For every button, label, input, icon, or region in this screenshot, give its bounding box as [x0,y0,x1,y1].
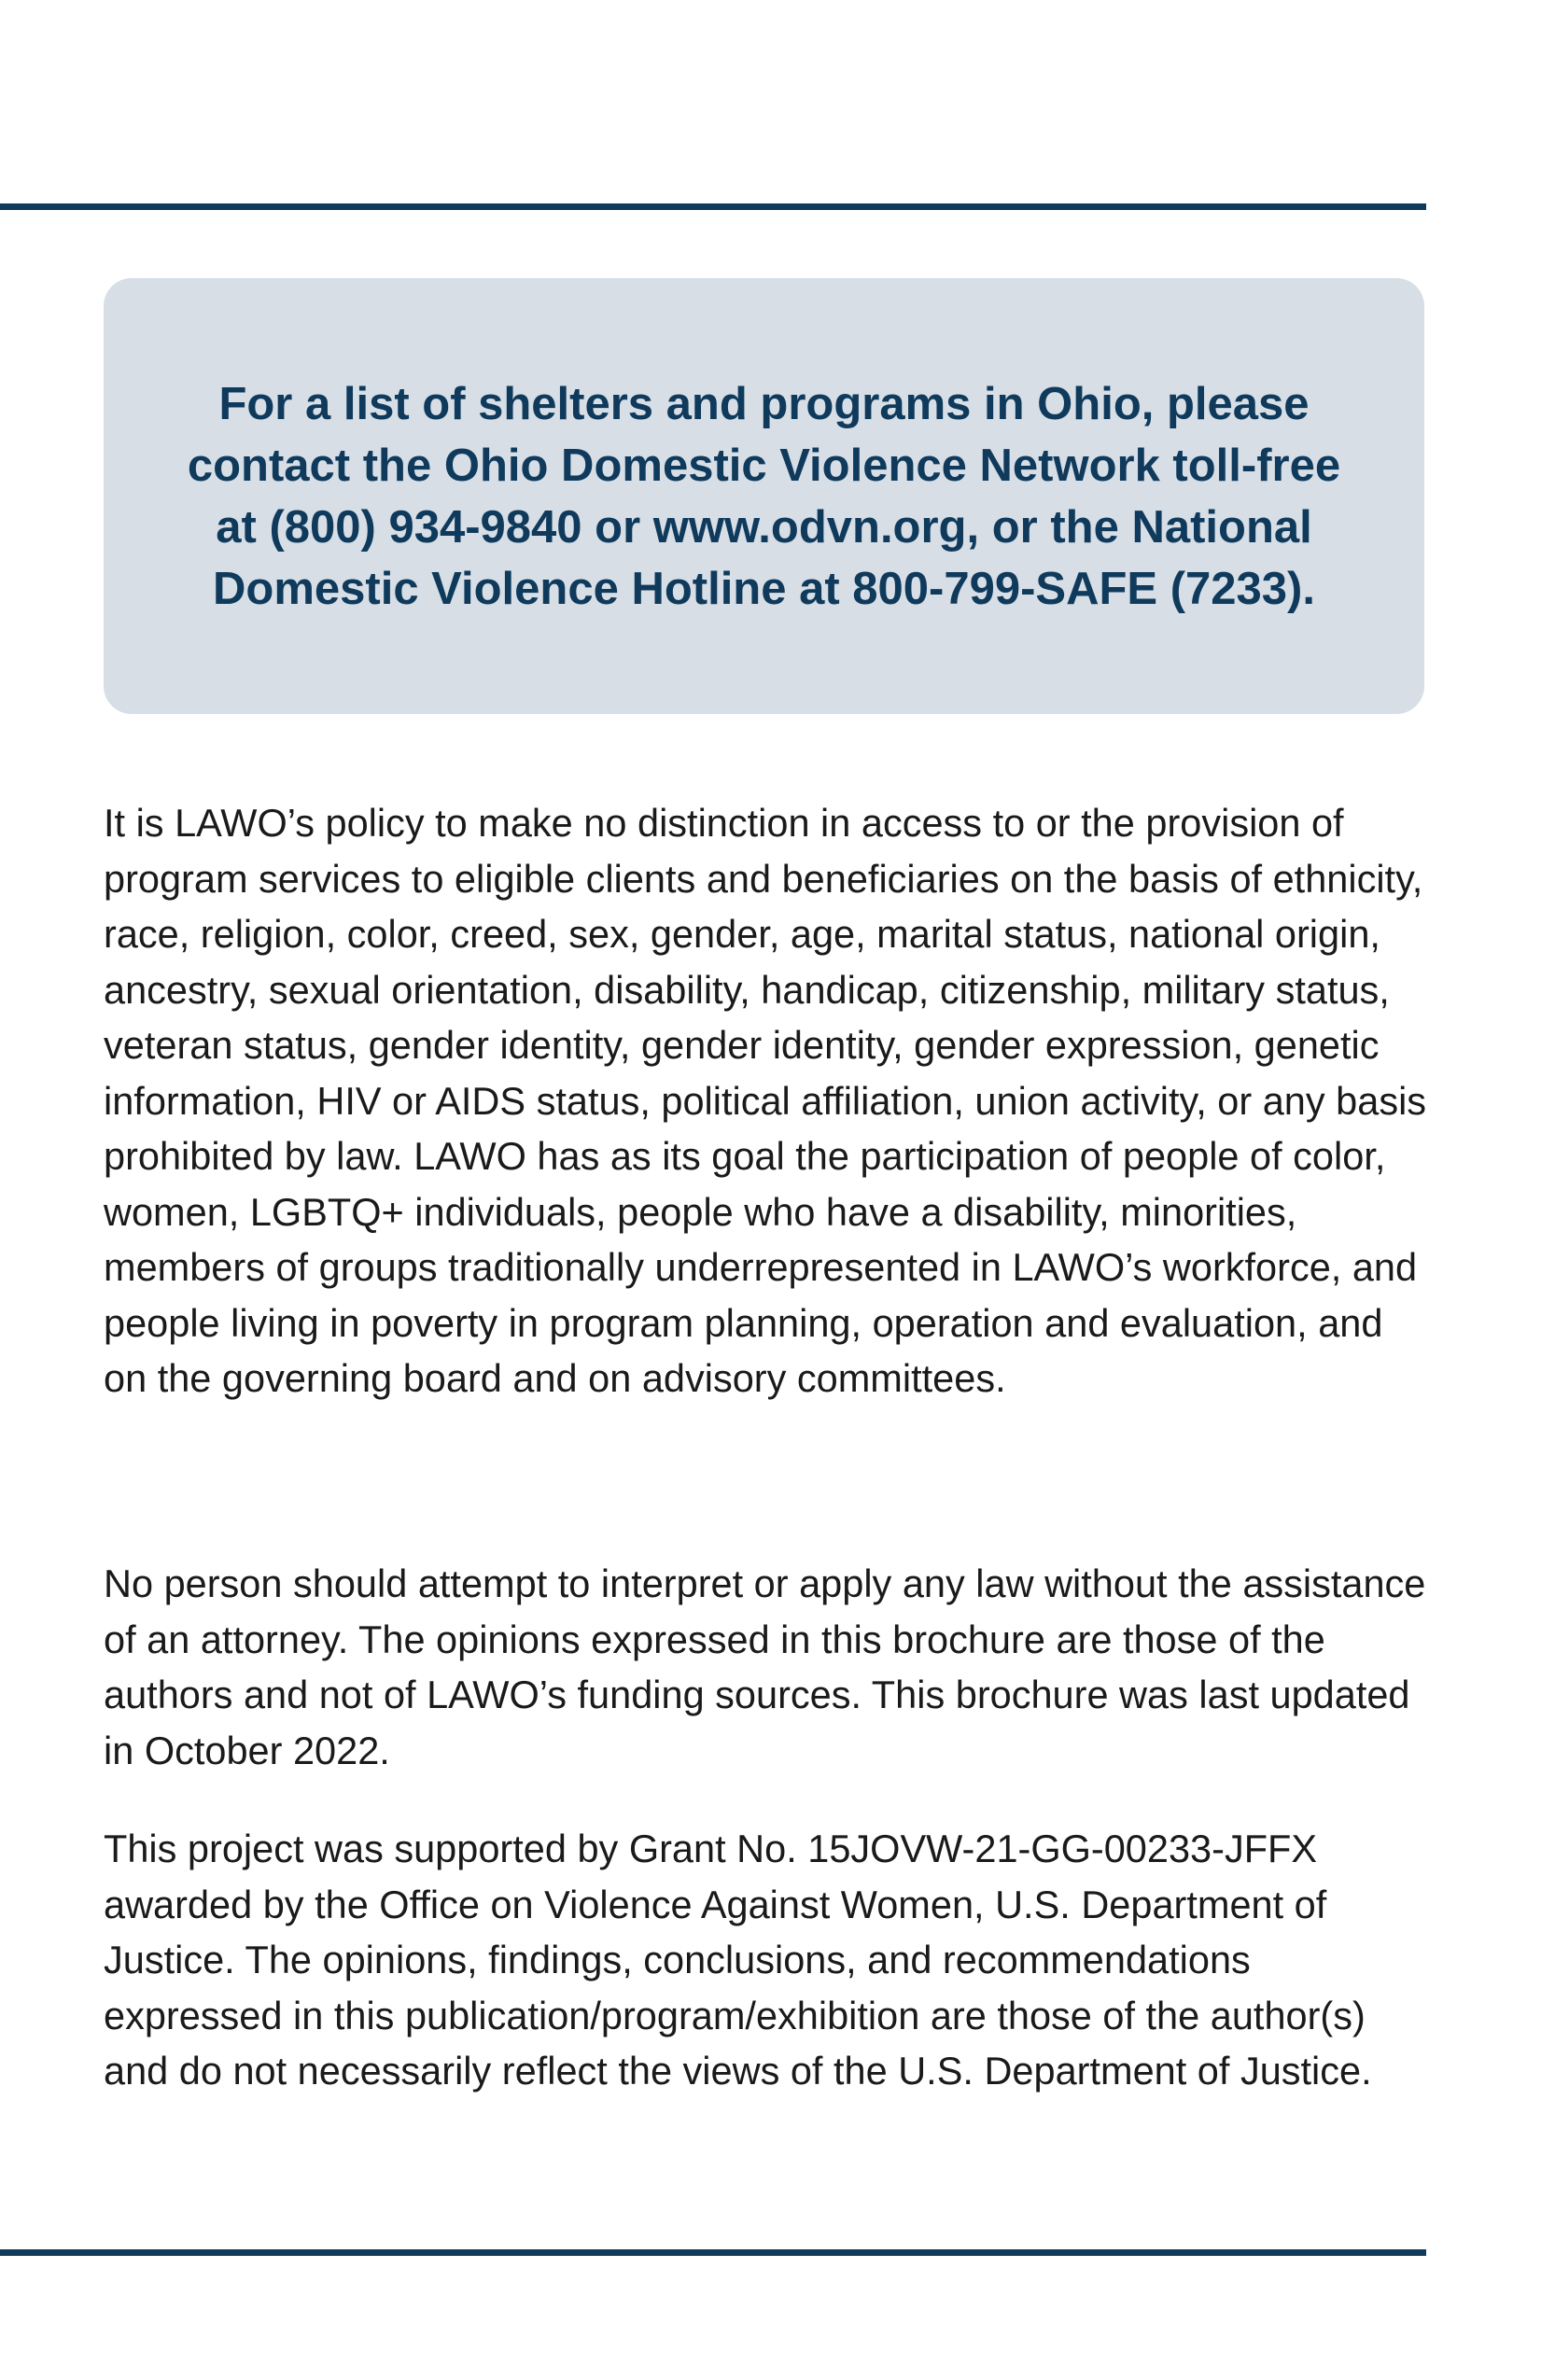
bottom-divider [0,2249,1426,2256]
grant-acknowledgment-paragraph: This project was supported by Grant No. 15JOVW-21-GG-00233-JFFX awarded by the Office on Violence Against Women, U.S. Department of Justice. The opinions, findings, conclusions, and recommendations expressed in this publication/program/exhibition are those of the author(s) and do not necessarily reflect the views of the U.S. Department of Justice. [104,1827,1372,2093]
nondiscrimination-policy-paragraph: It is LAWO’s policy to make no distinction in access to or the provision of program services to eligible clients and beneficiaries on the basis of ethnicity, race, religion, color, creed, sex, gender, age, marital status, national origin, ancestry, sexual orientation, disability, handicap, citizenship, military status, veteran status, gender identity, gender identity, gender expression, genetic information, HIV or AIDS status, political affiliation, union activity, or any basis prohibited by law. LAWO has as its goal the participation of people of color, women, LGBTQ+ individuals, people who have a disability, minorities, members of groups traditionally underrepresented in LAWO’s workforce, and people living in poverty in program planning, operation and evaluation, and on the governing board and on advisory committees. [104,801,1427,1400]
top-divider [0,203,1426,210]
legal-disclaimer-paragraph: No person should attempt to interpret or apply any law without the assistance of an attorney. The opinions expressed in this brochure are those of the authors and not of LAWO’s funding sources. This brochure was last updated in October 2022. [104,1561,1426,1772]
contact-info-text: For a list of shelters and programs in Ohio, please contact the Ohio Domestic Violence Network toll-free at (800) 934-9840 or www.odvn.org, or the National Domestic Violence Hotline at 800-799-SAFE (7233). [187,378,1341,614]
contact-info-box [104,278,1424,714]
